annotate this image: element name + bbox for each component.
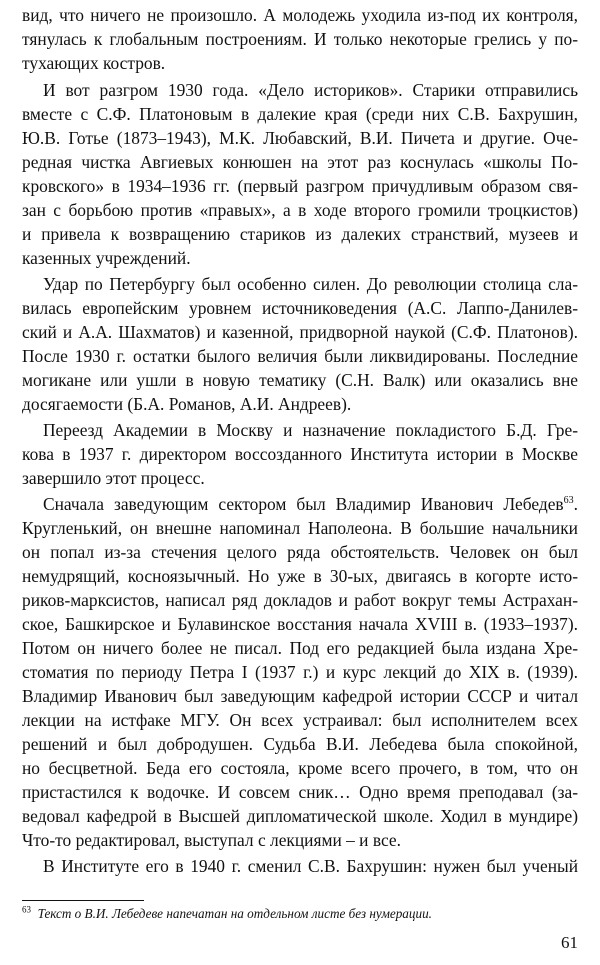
text-line: редная чистка Авгиевых конюшен на этот раз коснулась «школы По-: [22, 152, 578, 172]
text-line: Кругленький, он внешне напоминал Наполеона. В большие начальники: [22, 518, 578, 538]
footnote-ref: 63: [563, 495, 574, 507]
text-line: тянулась к глобальным построениям. И только некоторые грелись у по-: [22, 29, 578, 49]
text-line: могикане или ушли в новую тематику (С.Н. Валк) или оказались вне: [22, 370, 578, 390]
text-line: вместе с С.Ф. Платоновым в далекие края (среди них С.В. Бахрушин,: [22, 104, 578, 124]
text-line: вилась европейским уровнем источниковедения (А.С. Лаппо-Данилев-: [22, 298, 578, 318]
footnote: [22, 904, 578, 924]
text-line: он попал из-за стечения целого ряда обстоятельств. Человек он был: [22, 542, 578, 562]
text-line: Удар по Петербургу был особенно силен. До революции столица сла-: [43, 274, 578, 294]
text-line: зан с борьбою против «правых», а в ходе второго громили троцкистов): [22, 200, 578, 220]
text-line: вид, что ничего не произошло. А молодежь уходила из-под их контроля,: [22, 5, 578, 25]
text-line: лекции на истфаке МГУ. Он всех устраивал: был исполнителем всех: [22, 710, 578, 730]
text-line: В Институте его в 1940 г. сменил С.В. Бахрушин: нужен был ученый: [43, 856, 578, 876]
text-line: кровского» в 1934–1936 гг. (первый разгром причудливым образом свя-: [22, 176, 578, 196]
text-line: решений и был добродушен. Судьба В.И. Лебедева была спокойной,: [22, 734, 578, 754]
text-line: ское, Башкирское и Булавинское восстания начала XVIII в. (1933–1937).: [22, 614, 578, 634]
text-line: стоматия по периоду Петра I (1937 г.) и курс лекций до XIX в. (1939).: [22, 662, 578, 682]
text-line: Переезд Академии в Москву и назначение покладистого Б.Д. Гре-: [43, 420, 578, 440]
text-line: и привела к возвращению стариков из далеких странствий, музеев и: [22, 224, 578, 244]
text-line-content: Сначала заведующим сектором был Владимир Иванович Лебедев: [43, 494, 564, 514]
page-number: 61: [561, 933, 578, 952]
text-line: [43, 492, 578, 516]
text-line: ведовал кафедрой в Высшей дипломатической школе. Ходил в мундире): [22, 806, 578, 826]
text-line: немудрящий, косноязычный. Но уже в 30-ых, двигаясь в когорте исто-: [22, 566, 578, 586]
text-line: Потом он ничего более не писал. Под его редакцией была издана Хре-: [22, 638, 578, 658]
text-line: казенных учреждений.: [22, 248, 191, 268]
text-line: кова в 1937 г. директором воссозданного Института истории в Москве: [22, 444, 578, 464]
text-line: ский и А.А. Шахматов) и казенной, придворной наукой (С.Ф. Платонов).: [22, 322, 578, 342]
footnote-divider: [22, 900, 144, 901]
text-line: риков-марксистов, написал ряд докладов и работ вокруг темы Астрахан-: [22, 590, 578, 610]
text-line: После 1930 г. остатки былого величия были ликвидированы. Последние: [22, 346, 578, 366]
footnote-ref-suffix: .: [573, 494, 578, 514]
text-line: досягаемости (Б.А. Романов, А.И. Андреев).: [22, 394, 352, 414]
text-line: тухающих костров.: [22, 53, 166, 73]
footnote-number: 63: [22, 904, 31, 915]
text-line: но бесцветной. Беда его состояла, кроме всего прочего, в том, что он: [22, 758, 578, 778]
footnote-text: Текст о В.И. Лебедеве напечатан на отдельном листе без нумерации.: [37, 906, 432, 921]
text-line: Что-то редактировал, выступал с лекциями – и все.: [22, 830, 401, 850]
text-line: Владимир Иванович был заведующим кафедрой истории СССР и читал: [22, 686, 578, 706]
text-line: пристастился к водочке. И совсем сник… Одно время преподавал (за-: [22, 782, 578, 802]
text-line: Ю.В. Готье (1873–1943), М.К. Любавский, В.И. Пичета и другие. Оче-: [22, 128, 578, 148]
text-line: И вот разгром 1930 года. «Дело историков». Старики отправились: [43, 80, 578, 100]
text-line: завершило этот процесс.: [22, 468, 205, 488]
